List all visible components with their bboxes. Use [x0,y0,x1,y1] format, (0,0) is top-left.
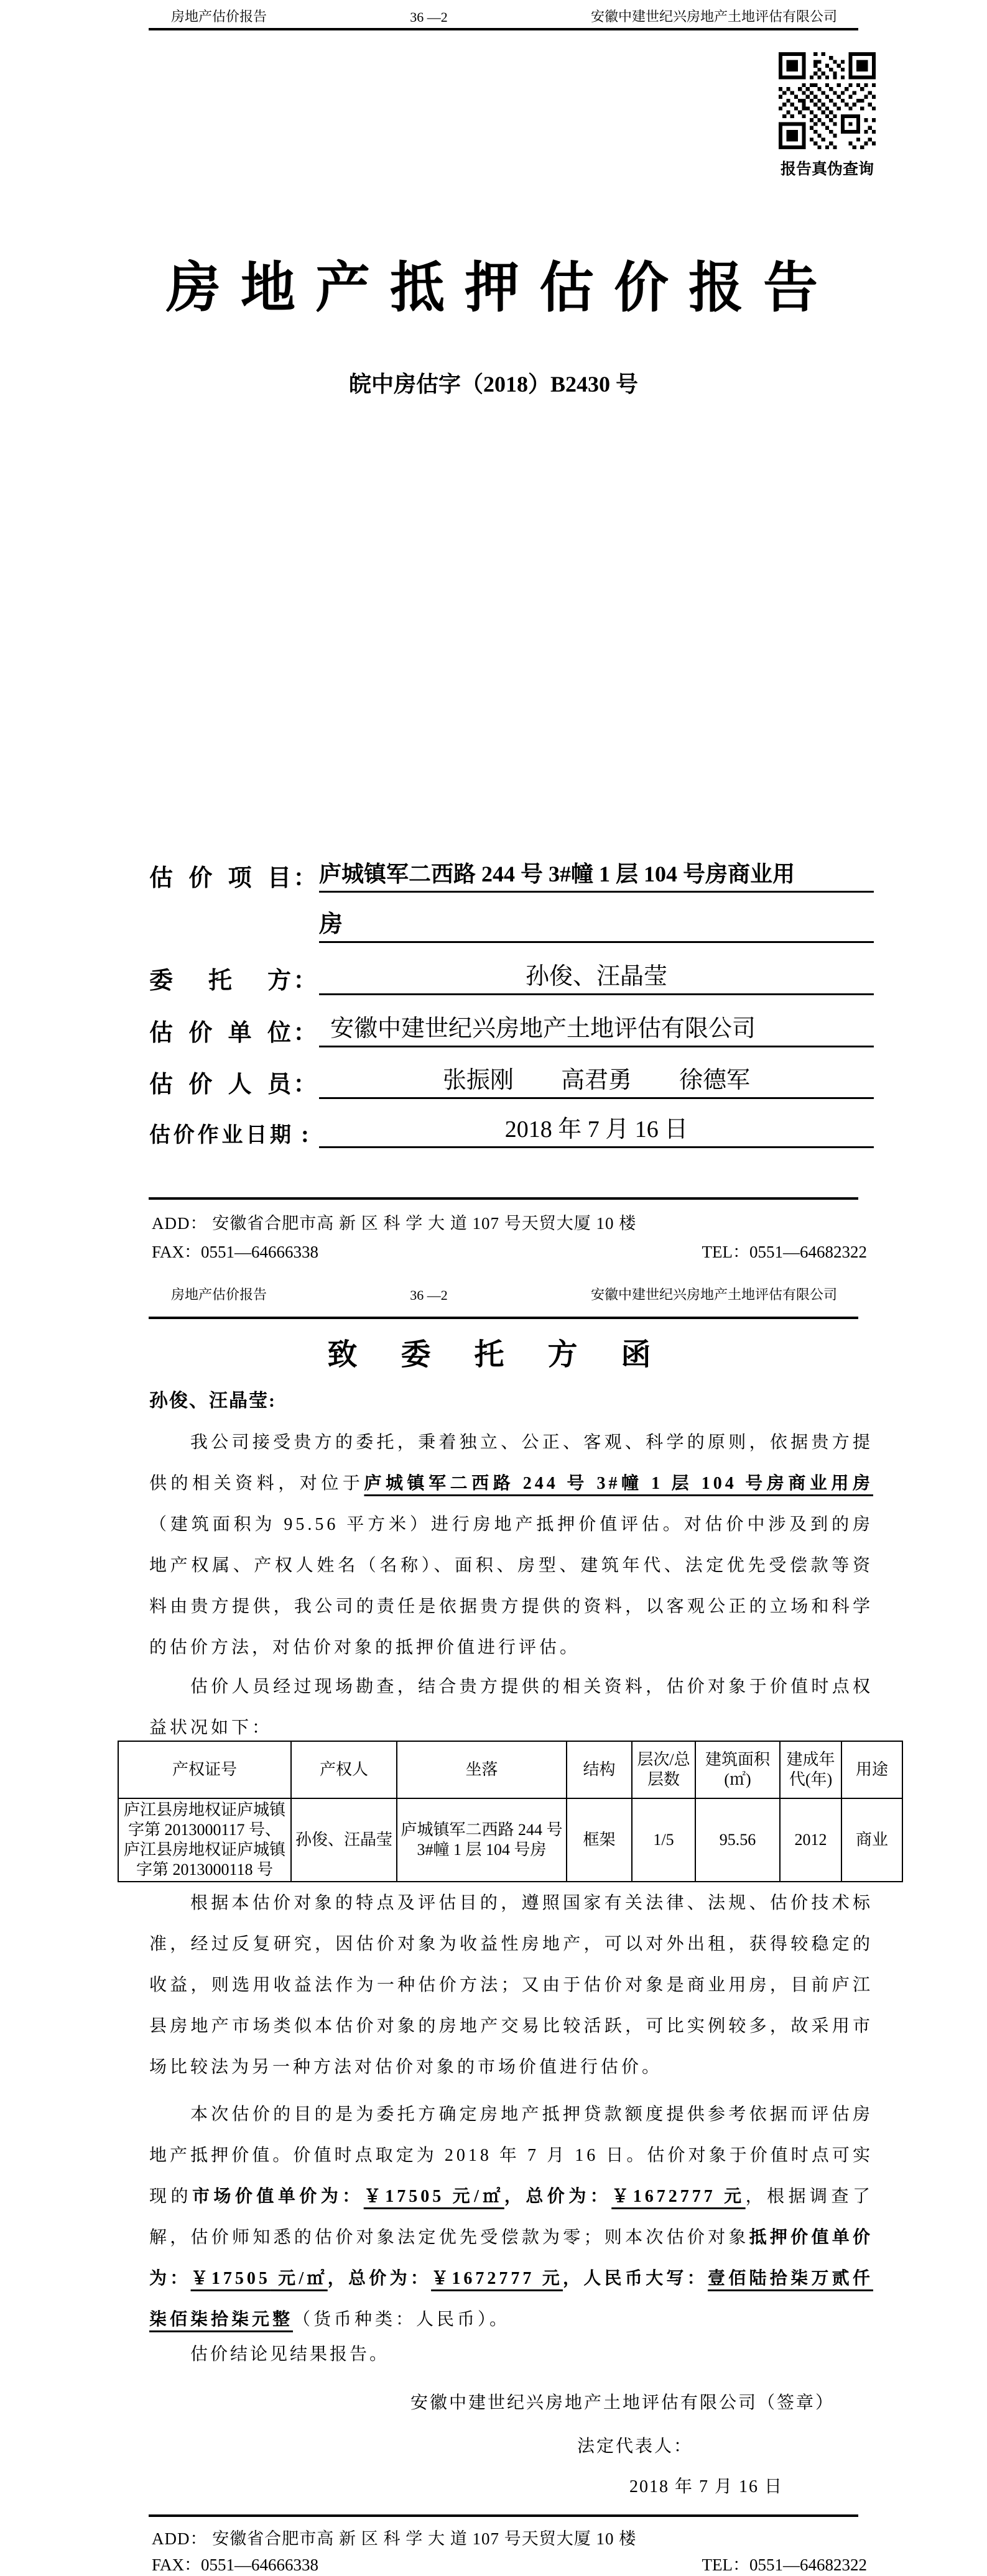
field-client-colon: ： [293,968,317,994]
field-work-date-colon: : [301,1121,309,1148]
cell-structure: 框架 [567,1798,632,1882]
footer-address: ADD： 安徽省合肥市高 新 区 科 学 大 道 107 号天贸大厦 10 楼 [152,1214,637,1233]
qr-caption: 报告真伪查询 [780,160,874,178]
header-company-name: 安徽中建世纪兴房地产土地评估有限公司 [590,9,837,24]
cell-area: 95.56 [695,1798,780,1882]
col-owner: 产权人 [291,1741,397,1798]
footer-divider [149,2514,858,2517]
header-page-number: 36 —2 [410,9,448,25]
field-appraisers-label: 估 价 人 员 [149,1072,291,1098]
signature-legal-representative: 法定代表人： [577,2437,693,2456]
cell-owner: 孙俊、汪晶莹 [291,1798,397,1882]
col-structure: 结构 [567,1741,632,1798]
cell-cert-number: 庐江县房地权证庐城镇字第 2013000117 号、庐江县房地权证庐城镇字第 2013000118 号 [118,1798,291,1882]
col-floor: 层次/总层数 [632,1741,695,1798]
footer-address: ADD： 安徽省合肥市高 新 区 科 学 大 道 107 号天贸大厦 10 楼 [152,2529,637,2548]
field-work-date [149,1117,874,1148]
report-title: 房 地 产 抵 押 估 价 报 告 [165,259,821,319]
col-year-built: 建成年代(年) [780,1741,841,1798]
footer-fax: FAX：0551—64666338 [152,1243,319,1261]
table-header-row [118,1741,902,1798]
field-project-value-continued: 房 [319,906,874,943]
footer-divider [149,1197,858,1200]
field-work-date-label: 估 价 作 业 日 期 [149,1124,291,1147]
field-work-date-value: 2018 年 7 月 16 日 [319,1111,874,1148]
cell-use: 商业 [841,1798,902,1882]
letter-paragraph-4: 本次估价的目的是为委托方确定房地产抵押贷款额度提供参考依据而评估房地产抵押价值。价值时点取定为 2018 年 7 月 16 日。估价对象于价值时点可实现的市场价值单价为：￥17505 元/㎡，总价为：￥1672777 元，根据调查了解，估价师知悉的估价对象法定优先受偿款为零；则本次估价对象抵押价值单价为：￥17505 元/㎡，总价为：￥1672777 元，人民币大写：壹佰陆拾柒万贰仟柒佰柒拾柒元整（货币种类：人民币）。 [149,2105,873,2329]
header-doc-type: 房地产估价报告 [171,9,267,24]
field-project-value: 庐城镇军二西路 244 号 3#幢 1 层 104 号房商业用 [319,856,874,893]
field-appraisers [149,1068,874,1099]
header-page-number: 36 —2 [410,1287,448,1303]
footer-contact-row [152,2551,867,2575]
field-agency-label: 估 价 单 位 [149,1020,291,1046]
col-use: 用途 [841,1741,902,1798]
col-area: 建筑面积(㎡) [695,1741,780,1798]
field-appraisers-value: 张振刚 高君勇 徐德军 [319,1062,874,1099]
letter-paragraph-3: 根据本估价对象的特点及评估目的，遵照国家有关法律、法规、估价技术标准，经过反复研究，因估价对象为收益性房地产，可以对外出租，获得较稳定的收益，则选用收益法作为一种估价方法；又由于估价对象是商业用房，目前庐江县房地产市场类似本估价对象的房地产交易比较活跃，可比实例较多，故采用市场比较法为另一种方法对估价对象的市场价值进行估价。 [149,1893,873,2077]
page2-running-header [149,1284,858,1304]
field-project-line2 [149,912,874,943]
field-client [149,964,874,995]
field-client-value: 孙俊、汪晶莹 [319,959,874,995]
report-number: 皖中房估字（2018）B2430 号 [348,372,638,397]
page1-running-header [149,6,858,25]
letter-paragraph-2: 估价人员经过现场勘查，结合贵方提供的相关资料，估价对象于价值时点权益状况如下： [149,1677,873,1737]
col-location: 坐落 [397,1741,567,1798]
conclusion-note: 估价结论见结果报告。 [190,2345,390,2364]
field-client-label: 委 托 方 [149,968,291,994]
letter-paragraph-1: 我公司接受贵方的委托，秉着独立、公正、客观、科学的原则，依据贵方提供的相关资料，对位于庐城镇军二西路 244 号 3#幢 1 层 104 号房商业用房（建筑面积为 95.56 平方米）进行房地产抵押价值评估。对估价中涉及到的房地产权属、产权人姓名（名称）、面积、房型、建筑年代、法定优先受偿款等资料由贵方提供，我公司的责任是依据贵方提供的资料，以客观公正的立场和科学的估价方法，对估价对象的抵押价值进行评估。 [149,1433,873,1657]
field-project-label: 估 价 项 目 [149,865,291,891]
field-agency-colon: ： [293,1020,317,1046]
field-agency-value: 安徽中建世纪兴房地产土地评估有限公司 [319,1011,874,1047]
signature-date: 2018 年 7 月 16 日 [629,2477,784,2496]
footer-tel: TEL：0551—64682322 [702,1243,867,1261]
header-divider [149,1317,858,1319]
header-divider [149,28,858,30]
qr-code [779,52,876,149]
header-company-name: 安徽中建世纪兴房地产土地评估有限公司 [590,1287,837,1302]
cell-floor: 1/5 [632,1798,695,1882]
letter-title: 致 委 托 方 函 [327,1338,660,1371]
footer-tel: TEL：0551—64682322 [702,2555,867,2574]
cell-year-built: 2012 [780,1798,841,1882]
col-cert-number: 产权证号 [118,1741,291,1798]
footer-fax: FAX：0551—64666338 [152,2555,319,2574]
footer-contact-row [152,1238,867,1263]
letter-salutation: 孙俊、汪晶莹: [149,1391,276,1411]
field-project [149,862,874,893]
property-rights-table [118,1741,903,1882]
field-project-colon: ： [293,865,317,891]
table-row [118,1798,902,1882]
signature-company: 安徽中建世纪兴房地产土地评估有限公司（签章） [410,2393,835,2413]
cell-location: 庐城镇军二西路 244 号 3#幢 1 层 104 号房 [397,1798,567,1882]
field-agency [149,1016,874,1047]
field-appraisers-colon: ： [293,1072,317,1098]
header-doc-type: 房地产估价报告 [171,1287,267,1302]
